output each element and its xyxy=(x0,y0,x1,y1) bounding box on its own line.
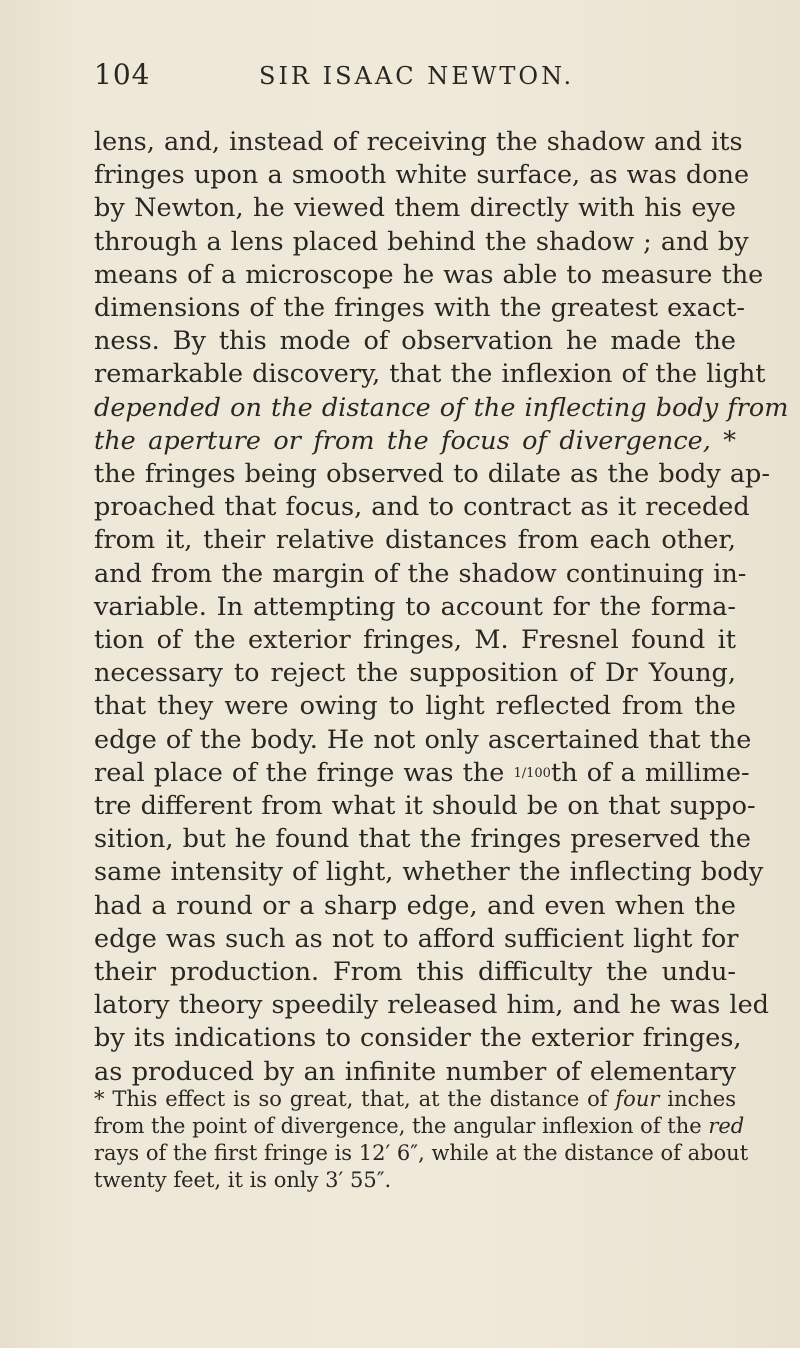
text-line: through a lens placed behind the shadow ; and by xyxy=(94,226,749,257)
footnote-text: * This effect is so great, that, at the distance of xyxy=(94,1087,616,1111)
text-line: necessary to reject the supposition of Dr Young, xyxy=(94,658,736,689)
text-line: tion of the exterior fringes, M. Fresnel found it xyxy=(94,625,736,656)
text-line-with-footnote xyxy=(94,425,736,458)
text-line: dimensions of the fringes with the greatest exact- xyxy=(94,293,745,324)
text-line: that they were owing to light reflected from the xyxy=(94,691,736,722)
text-line: the fringes being observed to dilate as the body ap- xyxy=(94,459,770,490)
footnote xyxy=(94,1086,749,1194)
text-line: proached that focus, and to contract as it receded xyxy=(94,492,750,523)
text-after-fraction: th of a millime- xyxy=(550,757,750,788)
page-number: 104 xyxy=(94,58,151,91)
text-line: as produced by an infinite number of elementary xyxy=(94,1056,736,1087)
footnote-text: from the point of divergence, the angular inflexion of the xyxy=(94,1114,709,1138)
text-line: variable. In attempting to account for the forma- xyxy=(94,591,736,622)
footnote-italic: red xyxy=(708,1114,745,1138)
footnote-marker: * xyxy=(723,425,737,456)
text-before-fraction: real place of the fringe was the xyxy=(94,757,514,788)
text-line: by its indications to consider the exterior fringes, xyxy=(94,1023,742,1054)
running-head xyxy=(94,58,730,94)
text-line: edge of the body. He not only ascertained that the xyxy=(94,724,752,755)
footnote-text: inches xyxy=(659,1087,736,1111)
text-line: by Newton, he viewed them directly with his eye xyxy=(94,193,736,224)
text-line-with-fraction xyxy=(94,757,750,790)
fraction: 1/100 xyxy=(513,765,551,781)
text-line: fringes upon a smooth white surface, as was done xyxy=(94,160,750,191)
footnote-italic: four xyxy=(615,1087,660,1111)
text-line: tre different from what it should be on that suppo- xyxy=(94,791,756,822)
text-line: lens, and, instead of receiving the shadow and its xyxy=(94,127,743,157)
text-line: edge was such as not to afford sufficient light for xyxy=(94,923,739,954)
text-line: their production. From this difficulty the undu- xyxy=(94,957,736,988)
footnote-line: twenty feet, it is only 3′ 55″. xyxy=(94,1168,392,1192)
footnote-line xyxy=(94,1086,736,1113)
footnote-line xyxy=(94,1113,745,1140)
text-line: had a round or a sharp edge, and even when the xyxy=(94,890,736,921)
running-title: SIR ISAAC NEWTON. xyxy=(259,62,575,90)
text-line: means of a microscope he was able to measure the xyxy=(94,259,764,290)
body-text xyxy=(94,126,789,1089)
footnote-line: rays of the first fringe is 12′ 6″, while at the distance of about xyxy=(94,1141,749,1165)
text-line: sition, but he found that the fringes preserved the xyxy=(94,824,751,855)
text-line: ness. By this mode of observation he made the xyxy=(94,326,736,357)
text-line: latory theory speedily released him, and he was led xyxy=(94,990,769,1021)
italic-text: the aperture or from the focus of divergence, xyxy=(94,425,711,456)
text-line: and from the margin of the shadow continuing in- xyxy=(94,558,747,589)
text-line: same intensity of light, whether the inflecting body xyxy=(94,857,764,888)
italic-text-line: depended on the distance of the inflecting body from xyxy=(94,392,789,423)
text-line: from it, their relative distances from each other, xyxy=(94,525,736,556)
text-line: remarkable discovery, that the inflexion of the light xyxy=(94,359,766,390)
